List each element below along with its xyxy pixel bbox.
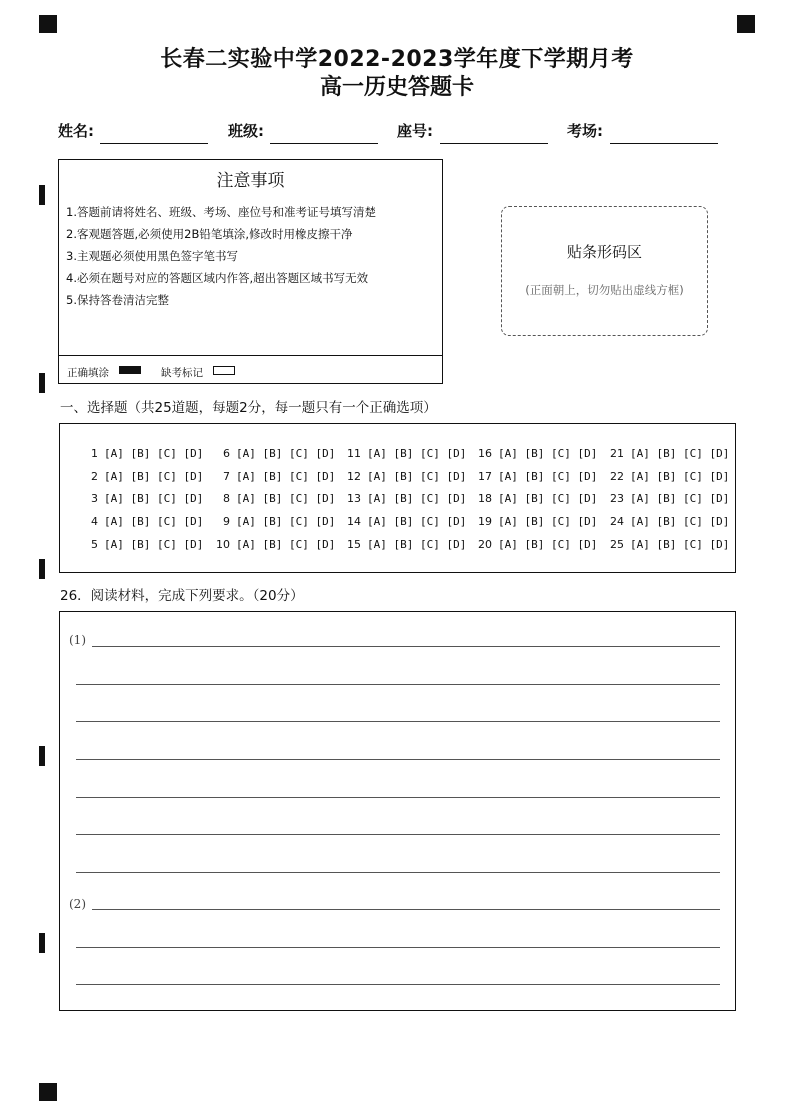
answer-line[interactable]	[76, 797, 720, 798]
question-row[interactable]	[80, 515, 203, 528]
corner-mark-top-right	[737, 15, 755, 33]
question-number: 6	[223, 447, 230, 460]
room-field[interactable]	[610, 143, 718, 144]
question-row[interactable]	[474, 538, 597, 551]
answer-line[interactable]	[92, 909, 720, 910]
answer-line[interactable]	[76, 947, 720, 948]
answer-options[interactable]: [A] [B] [C] [D]	[630, 470, 730, 483]
answer-options[interactable]: [A] [B] [C] [D]	[104, 470, 204, 483]
answer-options[interactable]: [A] [B] [C] [D]	[367, 515, 467, 528]
answer-options[interactable]: [A] [B] [C] [D]	[630, 538, 730, 551]
answer-options[interactable]: [A] [B] [C] [D]	[630, 447, 730, 460]
question-number: 19	[478, 515, 492, 528]
question-row[interactable]	[80, 492, 203, 505]
timing-mark	[39, 373, 45, 393]
question-number: 9	[223, 515, 230, 528]
page-subtitle: 高一历史答题卡	[319, 75, 474, 100]
question-row[interactable]	[606, 470, 729, 483]
notice-item: 2.客观题答题,必须使用2B铅笔填涂,修改时用橡皮擦干净	[66, 227, 353, 241]
question-number: 20	[478, 538, 492, 551]
answer-line[interactable]	[76, 872, 720, 873]
answer-options[interactable]: [A] [B] [C] [D]	[104, 538, 204, 551]
question-row[interactable]	[212, 447, 335, 460]
notice-item: 1.答题前请将姓名、班级、考场、座位号和准考证号填写清楚	[66, 205, 376, 219]
question-number: 18	[478, 492, 492, 505]
absent-mark-label: 缺考标记	[161, 367, 203, 379]
question-number: 3	[91, 492, 98, 505]
answer-options[interactable]: [A] [B] [C] [D]	[367, 447, 467, 460]
correct-fill-sample	[119, 366, 141, 374]
corner-mark-bottom-left	[39, 1083, 57, 1101]
essay-answer-area	[59, 611, 736, 1011]
name-label: 姓名:	[58, 122, 94, 140]
question-row[interactable]	[80, 447, 203, 460]
seat-label: 座号:	[397, 122, 433, 140]
question-number: 23	[610, 492, 624, 505]
question-number: 22	[610, 470, 624, 483]
answer-options[interactable]: [A] [B] [C] [D]	[236, 492, 336, 505]
answer-options[interactable]: [A] [B] [C] [D]	[236, 447, 336, 460]
answer-options[interactable]: [A] [B] [C] [D]	[236, 470, 336, 483]
multiple-choice-grid	[59, 423, 736, 573]
question-row[interactable]	[343, 492, 466, 505]
question-row[interactable]	[474, 515, 597, 528]
question-number: 12	[347, 470, 361, 483]
timing-mark	[39, 933, 45, 953]
question-number: 8	[223, 492, 230, 505]
class-label: 班级:	[228, 122, 264, 140]
question-number: 4	[91, 515, 98, 528]
answer-options[interactable]: [A] [B] [C] [D]	[104, 447, 204, 460]
question-row[interactable]	[343, 447, 466, 460]
answer-options[interactable]: [A] [B] [C] [D]	[367, 470, 467, 483]
question-row[interactable]	[606, 538, 729, 551]
answer-line[interactable]	[92, 646, 720, 647]
answer-options[interactable]: [A] [B] [C] [D]	[367, 538, 467, 551]
notice-title: 注意事项	[216, 171, 285, 191]
part1-label: (1)	[69, 633, 86, 647]
notice-box	[58, 159, 443, 384]
question-row[interactable]	[212, 470, 335, 483]
notice-item: 4.必须在题号对应的答题区域内作答,超出答题区域书写无效	[66, 271, 369, 285]
question-row[interactable]	[80, 470, 203, 483]
question-number: 7	[223, 470, 230, 483]
answer-options[interactable]: [A] [B] [C] [D]	[498, 538, 598, 551]
part2-label: (2)	[69, 897, 86, 911]
question-number: 14	[347, 515, 361, 528]
question-row[interactable]	[474, 492, 597, 505]
question-row[interactable]	[343, 538, 466, 551]
timing-mark	[39, 746, 45, 766]
answer-line[interactable]	[76, 759, 720, 760]
question-number: 10	[216, 538, 230, 551]
section1-heading: 一、选择题（共25道题，每题2分，每一题只有一个正确选项）	[60, 400, 437, 416]
correct-fill-label: 正确填涂	[67, 367, 109, 379]
question-number: 21	[610, 447, 624, 460]
absent-mark-checkbox[interactable]	[213, 366, 235, 375]
notice-item: 5.保持答卷清洁完整	[66, 293, 169, 307]
answer-options[interactable]: [A] [B] [C] [D]	[236, 538, 336, 551]
answer-options[interactable]: [A] [B] [C] [D]	[498, 470, 598, 483]
answer-line[interactable]	[76, 834, 720, 835]
question-row[interactable]	[606, 492, 729, 505]
question-number: 16	[478, 447, 492, 460]
question-row[interactable]	[606, 447, 729, 460]
class-field[interactable]	[270, 143, 378, 144]
question-number: 25	[610, 538, 624, 551]
corner-mark-top-left	[39, 15, 57, 33]
answer-options[interactable]: [A] [B] [C] [D]	[498, 515, 598, 528]
answer-options[interactable]: [A] [B] [C] [D]	[630, 515, 730, 528]
question-number: 1	[91, 447, 98, 460]
room-label: 考场:	[567, 122, 603, 140]
answer-options[interactable]: [A] [B] [C] [D]	[236, 515, 336, 528]
notice-item: 3.主观题必须使用黑色签字笔书写	[66, 249, 238, 263]
page-title: 长春二实验中学2022-2023学年度下学期月考	[160, 47, 634, 72]
question-number: 17	[478, 470, 492, 483]
answer-line[interactable]	[76, 721, 720, 722]
barcode-area	[501, 206, 708, 336]
question-row[interactable]	[343, 515, 466, 528]
timing-mark	[39, 559, 45, 579]
answer-options[interactable]: [A] [B] [C] [D]	[630, 492, 730, 505]
barcode-title: 贴条形码区	[566, 243, 642, 261]
answer-options[interactable]: [A] [B] [C] [D]	[367, 492, 467, 505]
seat-field[interactable]	[440, 143, 548, 144]
answer-options[interactable]: [A] [B] [C] [D]	[104, 492, 204, 505]
question-number: 24	[610, 515, 624, 528]
answer-options[interactable]: [A] [B] [C] [D]	[498, 492, 598, 505]
question-row[interactable]	[212, 515, 335, 528]
question-number: 2	[91, 470, 98, 483]
timing-mark	[39, 185, 45, 205]
question-number: 11	[347, 447, 361, 460]
barcode-subtitle: (正面朝上，切勿贴出虚线方框)	[525, 283, 684, 297]
question-row[interactable]	[80, 538, 203, 551]
question-row[interactable]	[212, 538, 335, 551]
answer-line[interactable]	[76, 984, 720, 985]
question-row[interactable]	[474, 447, 597, 460]
name-field[interactable]	[100, 143, 208, 144]
section2-heading: 26．阅读材料，完成下列要求。（20分）	[60, 588, 304, 604]
question-row[interactable]	[343, 470, 466, 483]
answer-line[interactable]	[76, 684, 720, 685]
answer-options[interactable]: [A] [B] [C] [D]	[498, 447, 598, 460]
question-number: 15	[347, 538, 361, 551]
question-row[interactable]	[212, 492, 335, 505]
answer-options[interactable]: [A] [B] [C] [D]	[104, 515, 204, 528]
question-number: 5	[91, 538, 98, 551]
question-number: 13	[347, 492, 361, 505]
question-row[interactable]	[474, 470, 597, 483]
divider	[59, 355, 442, 356]
question-row[interactable]	[606, 515, 729, 528]
